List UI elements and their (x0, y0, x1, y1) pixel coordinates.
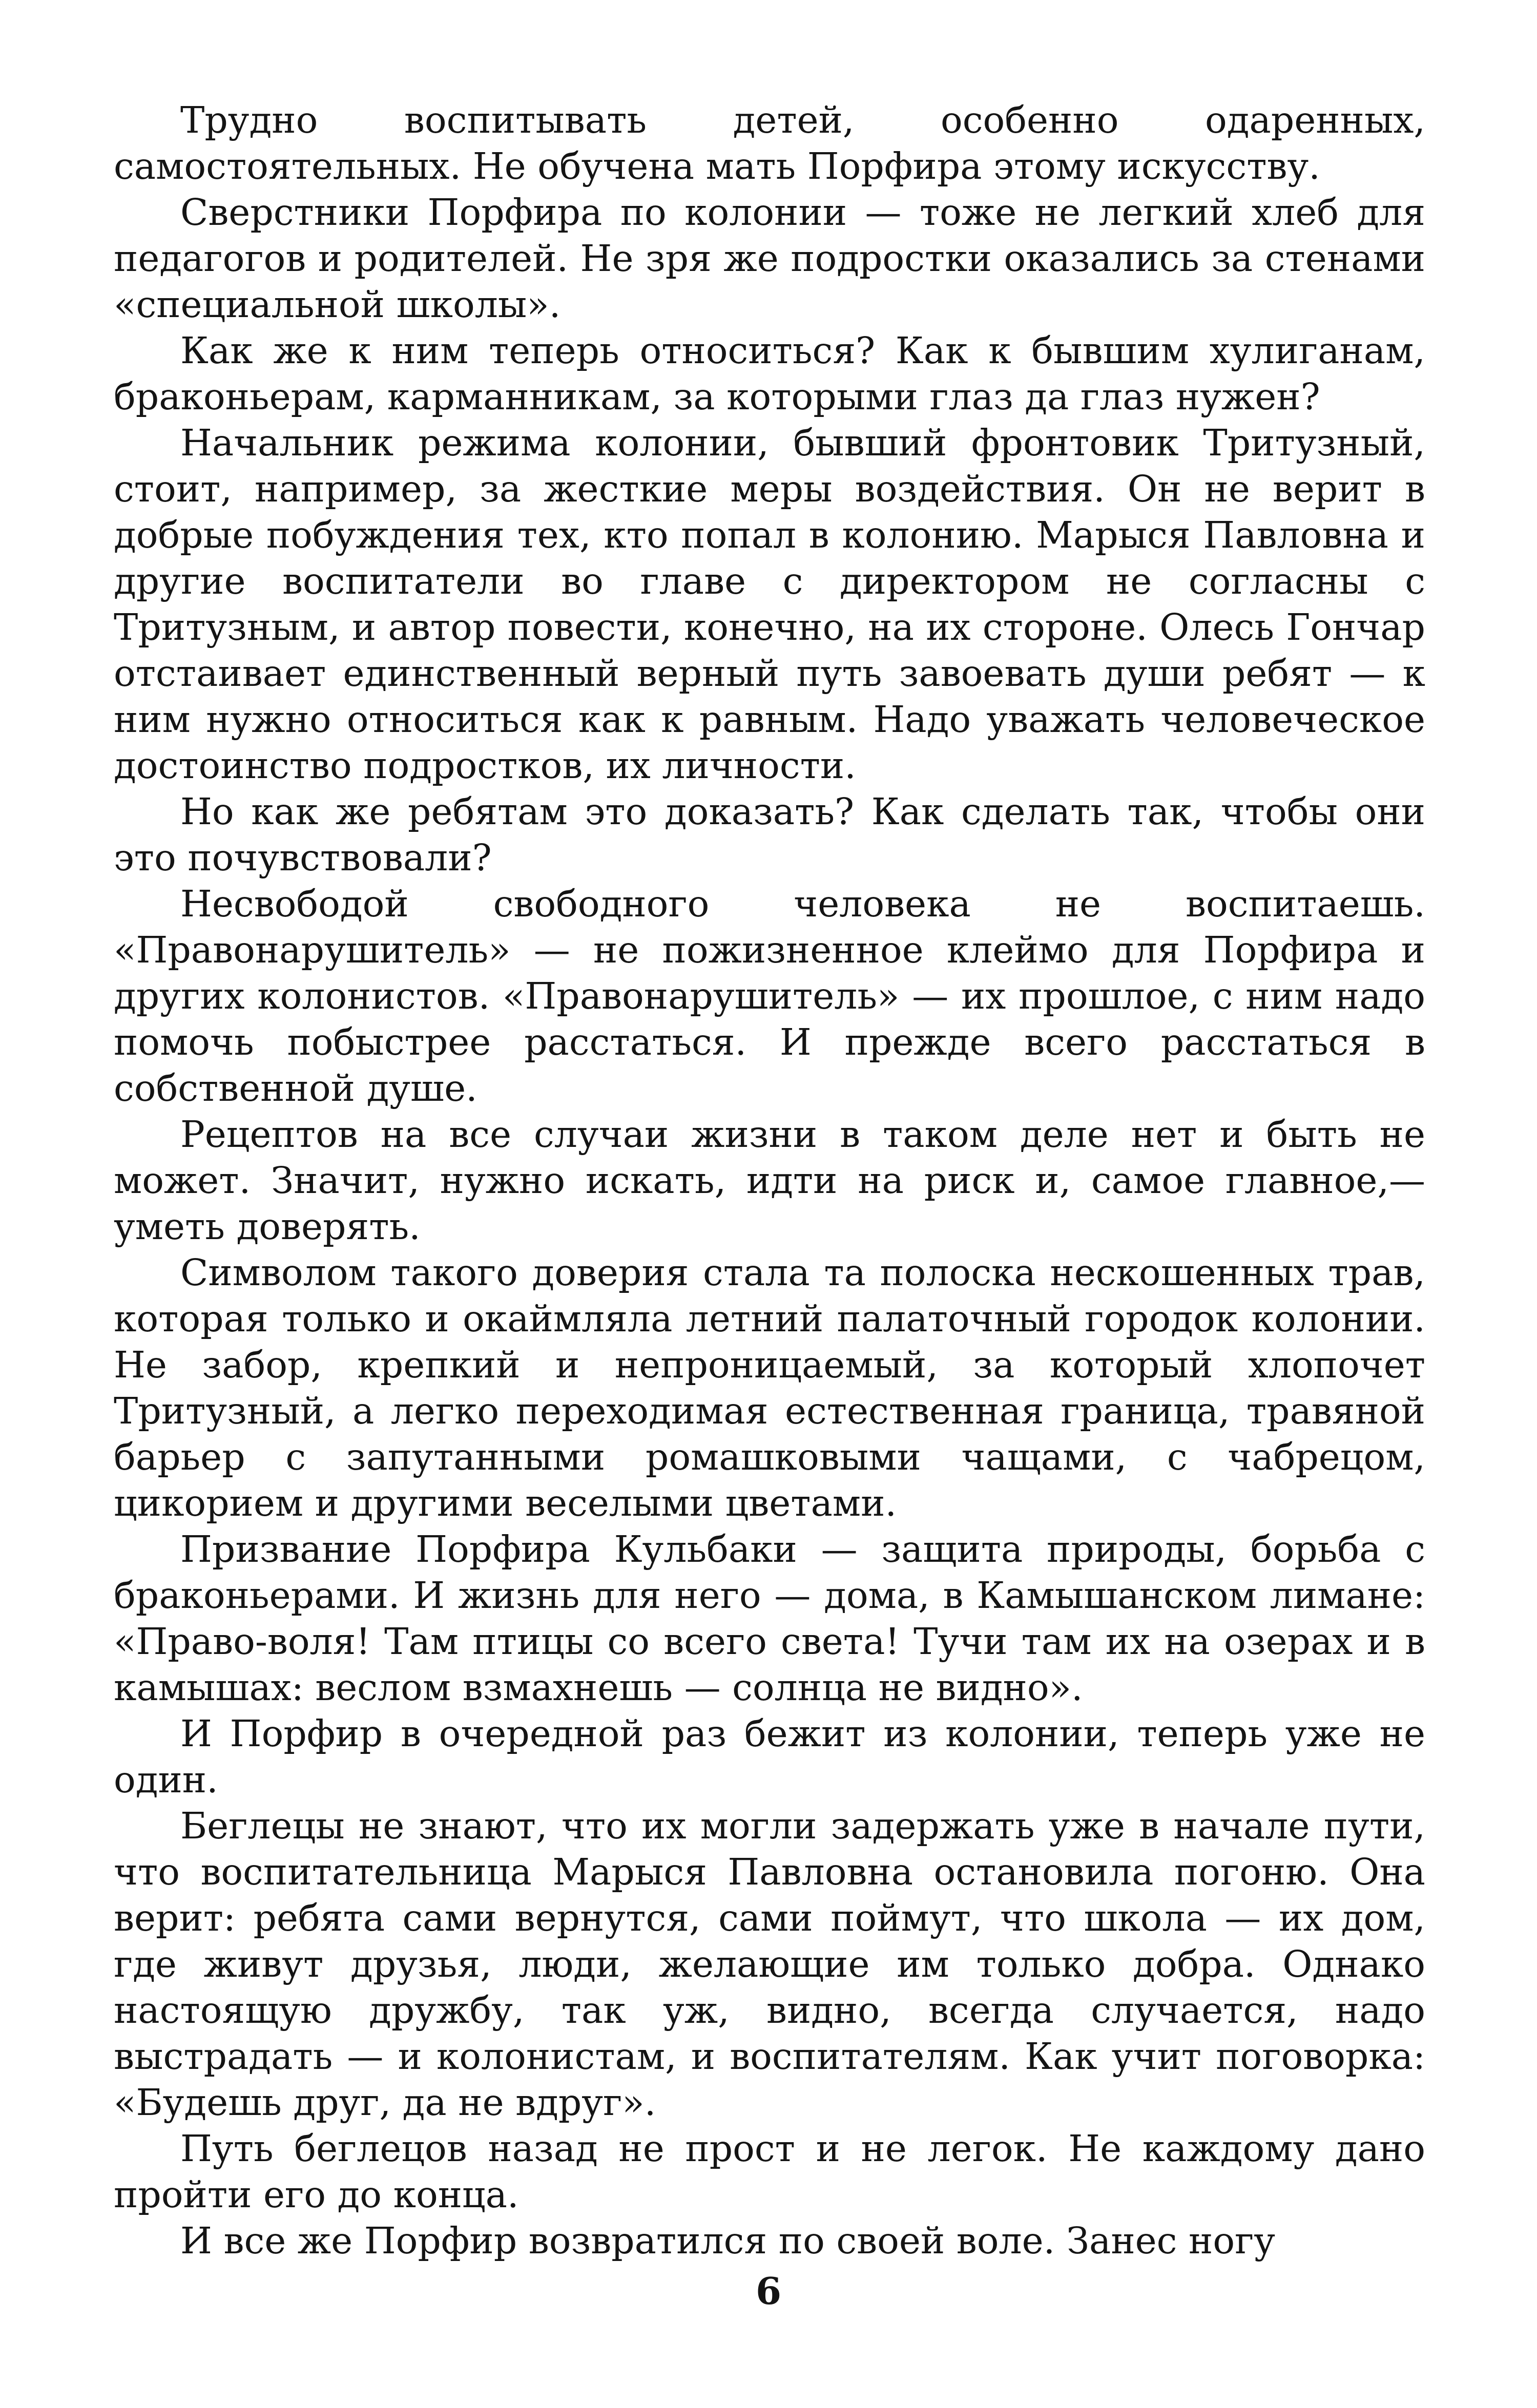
paragraph-12: Путь беглецов назад не прост и не легок. Не каждому дано пройти его до конца. (114, 2127, 1425, 2216)
paragraph-5: Но как же ребятам это доказать? Как сделать так, чтобы они это почувствовали? (114, 790, 1425, 879)
paragraph-7: Рецептов на все случаи жизни в таком деле нет и быть не может. Значит, нужно искать, идти на риск и, самое главное,— уметь доверять. (114, 1113, 1425, 1248)
paragraph-9: Призвание Порфира Кульбаки — защита природы, борьба с браконьерами. И жизнь для него — дома, в Камышанском лимане: «Право-воля! Там птицы со всего света! Тучи там их на озерах и в камышах: веслом взмахнешь — солнца не видно». (114, 1528, 1425, 1709)
paragraph-4: Начальник режима колонии, бывший фронтовик Тритузный, стоит, например, за жесткие меры воздействия. Он не верит в добрые побуждения тех, кто попал в колонию. Марыся Павловна и другие воспитатели во главе с директором не согласны с Тритузным, и автор повести, конечно, на их стороне. Олесь Гончар отстаивает единственный верный путь завоевать души ребят — к ним нужно относиться как к равным. Надо уважать человеческое достоинство подростков, их личности. (114, 422, 1425, 787)
paragraph-11: Беглецы не знают, что их могли задержать уже в начале пути, что воспитательница Марыся Павловна остановила погоню. Она верит: ребята сами вернутся, сами поймут, что школа — их дом, где живут друзья, люди, желающие им только добра. Однако настоящую дружбу, так уж, видно, всегда случается, надо выстрадать — и колонистам, и воспитателям. Как учит поговорка: «Будешь друг, да не вдруг». (114, 1805, 1425, 2124)
paragraph-10: И Порфир в очередной раз бежит из колонии, теперь уже не один. (114, 1712, 1425, 1801)
page-number: 6 (755, 2269, 782, 2313)
paragraph-3: Как же к ним теперь относиться? Как к бывшим хулиганам, браконьерам, карманникам, за которыми глаз да глаз нужен? (114, 329, 1425, 418)
paragraph-8: Символом такого доверия стала та полоска нескошенных трав, которая только и окаймляла летний палаточный городок колонии. Не забор, крепкий и непроницаемый, за который хлопочет Тритузный, а легко переходимая естественная граница, травяной барьер с запутанными ромашковыми чащами, с чабрецом, цикорием и другими веселыми цветами. (114, 1251, 1425, 1524)
paragraph-1: Трудно воспитывать детей, особенно одаренных, самостоятельных. Не обучена мать Порфира этому искусству. (114, 99, 1425, 187)
body-text (114, 97, 1425, 2264)
paragraph-13: И все же Порфир возвратился по своей воле. Занес ногу (180, 2219, 1276, 2262)
paragraph-6: Несвободой свободного человека не воспитаешь. «Правонарушитель» — не пожизненное клеймо для Порфира и других колонистов. «Правонарушитель» — их прошлое, с ним надо помочь побыстрее расстаться. И прежде всего расстаться в собственной душе. (114, 883, 1425, 1109)
paragraph-2: Сверстники Порфира по колонии — тоже не легкий хлеб для педагогов и родителей. Не зря же подростки оказались за стенами «специальной школы». (114, 191, 1425, 326)
